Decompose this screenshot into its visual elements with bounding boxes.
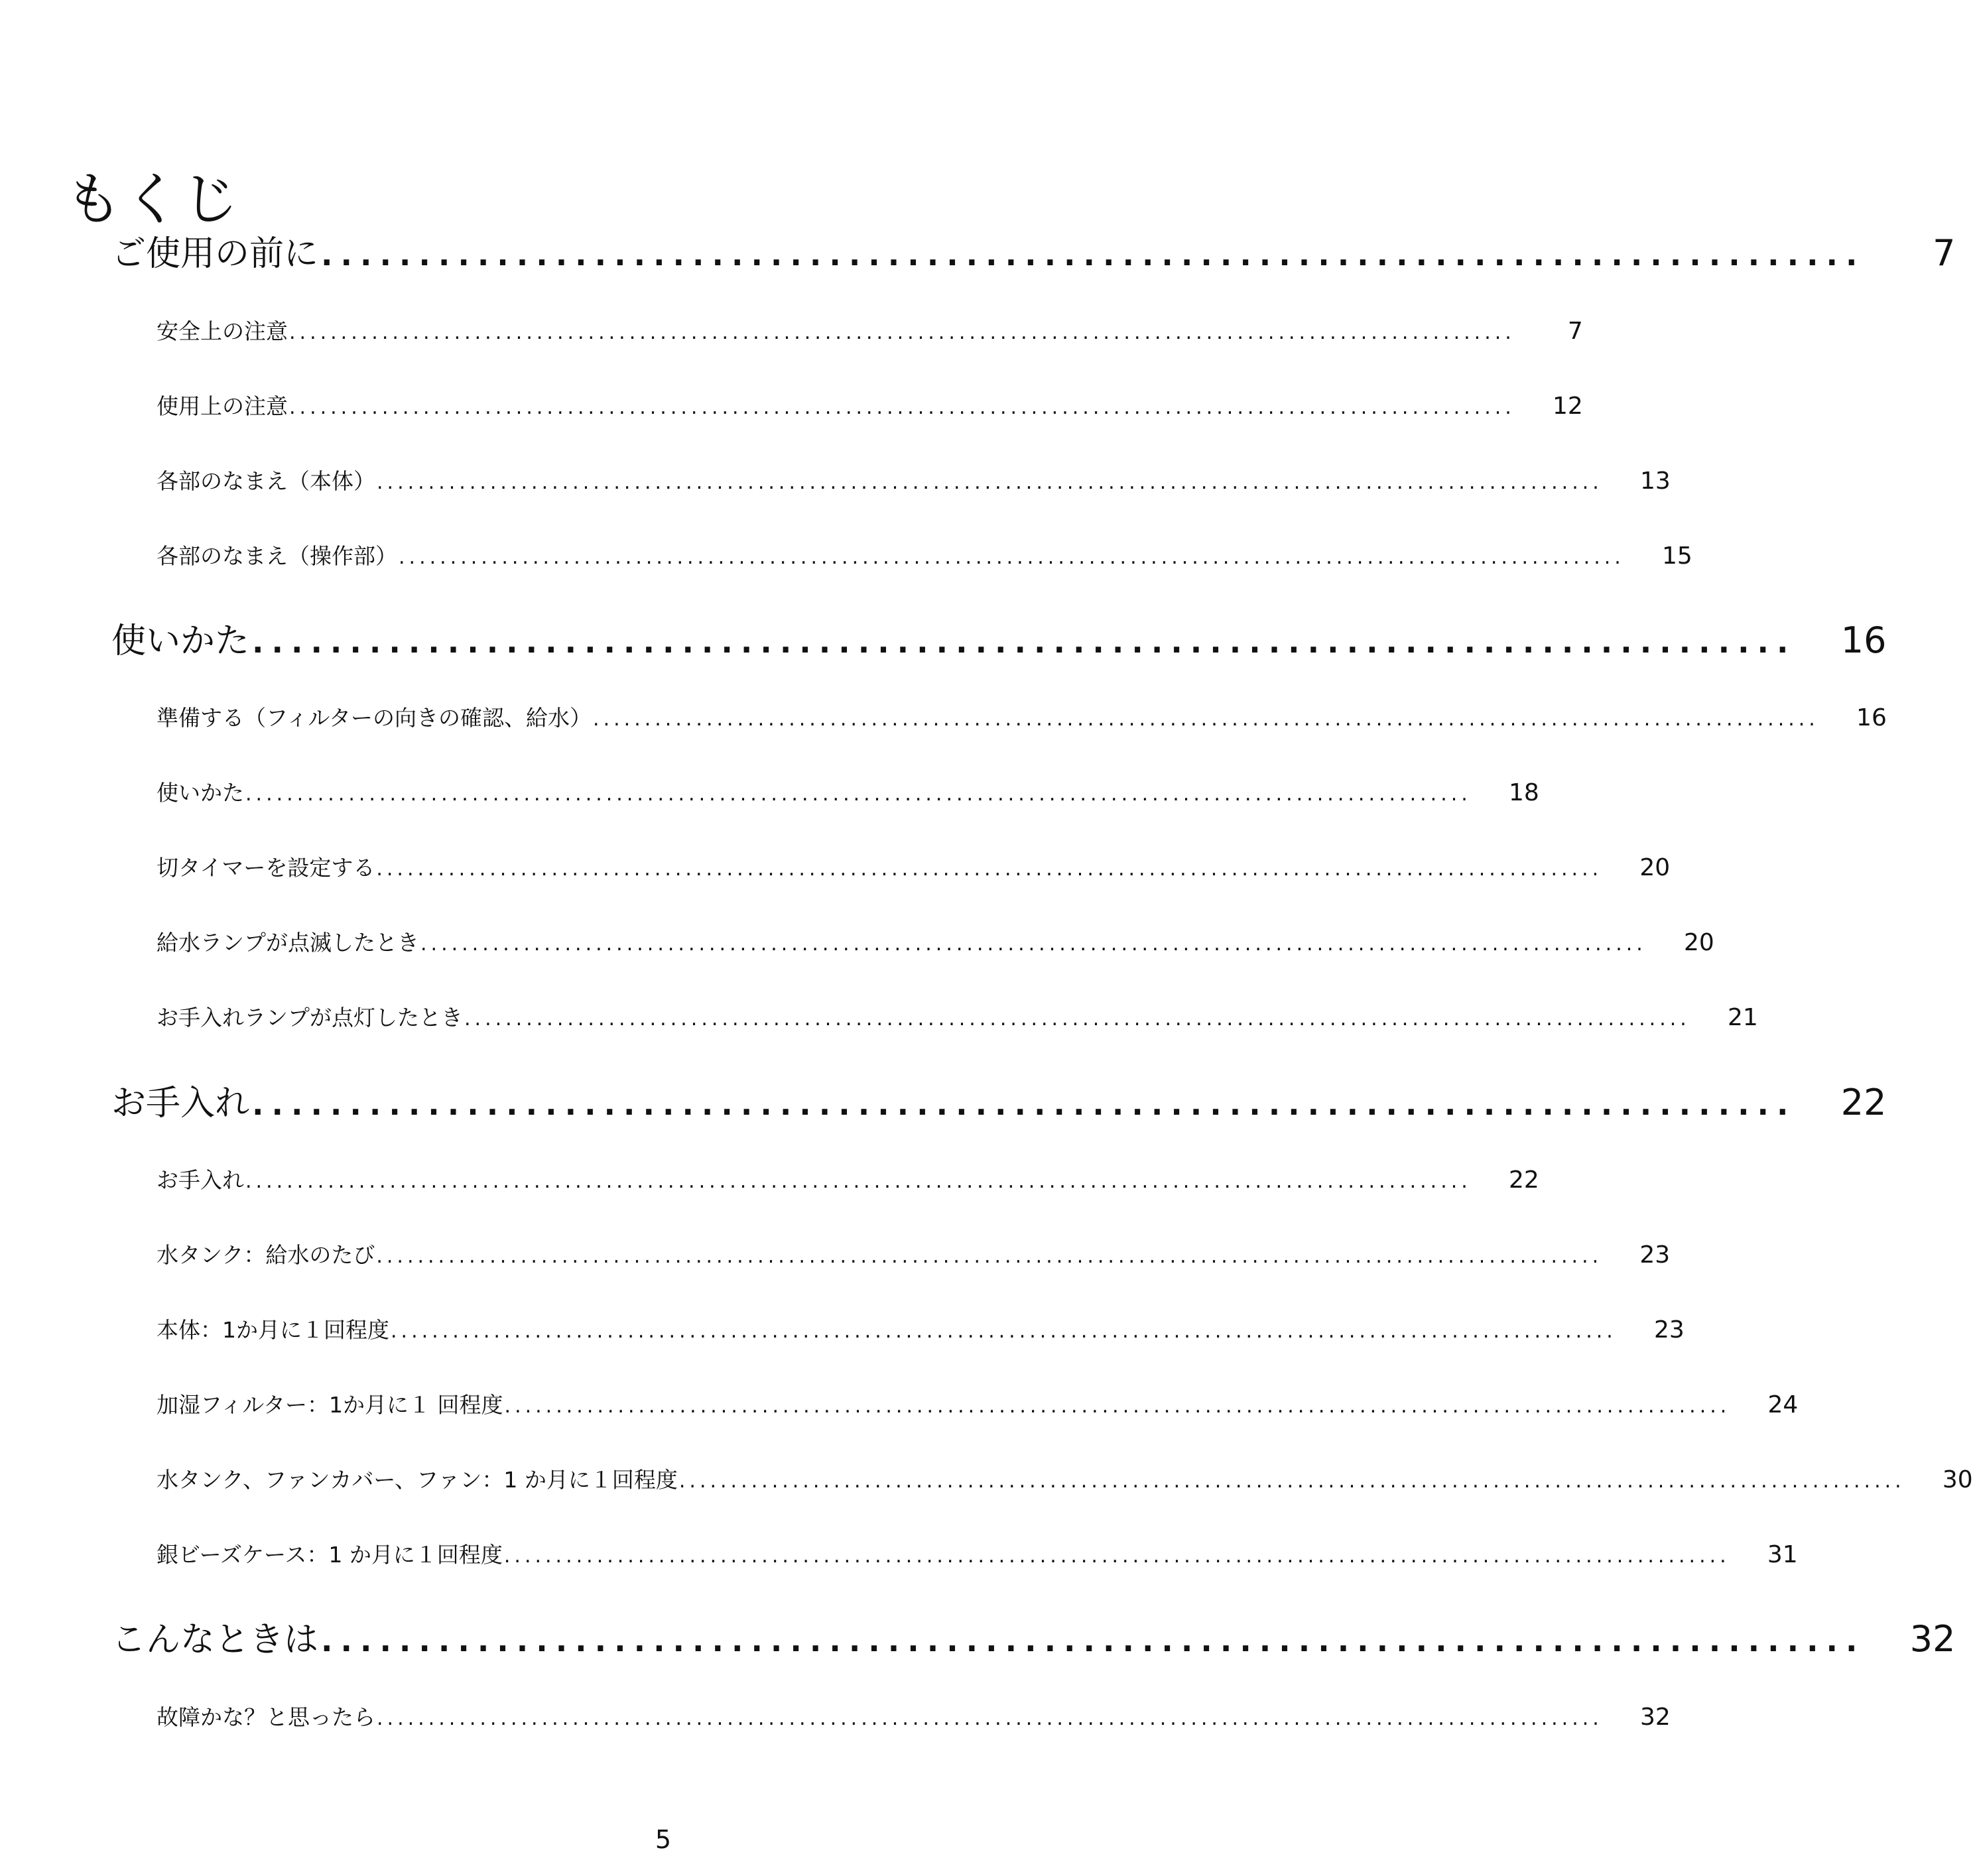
- toc-item-page: 31: [1767, 1541, 1798, 1568]
- toc-item-title: 準備する（フィルターの向きの確認、給水）: [157, 705, 592, 731]
- toc-section-maintenance[interactable]: [111, 1075, 1887, 1125]
- toc-item[interactable]: [157, 926, 1714, 957]
- toc-item-title: 各部のなまえ（操作部）: [157, 543, 397, 569]
- toc-item-page: 12: [1553, 393, 1583, 420]
- toc-section-how-to-use[interactable]: [111, 613, 1887, 662]
- toc-item-page: 18: [1509, 779, 1539, 806]
- toc-section-title: 使いかた: [111, 621, 250, 661]
- toc-item[interactable]: [157, 389, 1583, 420]
- dot-leader: .......................................................................................................................: [377, 1707, 1603, 1730]
- toc-item[interactable]: [157, 1700, 1671, 1731]
- toc-item-title: お手入れ: [157, 1167, 244, 1193]
- page-number: 5: [655, 1825, 672, 1854]
- dot-leader: .......................................................................................................................: [376, 857, 1603, 881]
- toc-section-before-use[interactable]: [111, 225, 1956, 275]
- toc-item-page: 30: [1942, 1466, 1973, 1493]
- toc-item[interactable]: [157, 1163, 1539, 1194]
- toc-item-title: 銀ビーズケース：1 か月に１回程度: [157, 1542, 503, 1568]
- dot-leader: .......................................................................................................................: [391, 1320, 1617, 1343]
- toc-item-page: 20: [1639, 854, 1671, 881]
- page-title: もくじ: [65, 166, 240, 233]
- toc-section-page: 22: [1840, 1082, 1887, 1123]
- toc-item-page: 15: [1662, 542, 1692, 570]
- dot-leader: ...............................................................................: [321, 237, 1866, 273]
- dot-leader: ...............................................................................: [252, 1086, 1797, 1122]
- toc-item[interactable]: [157, 701, 1887, 732]
- toc-item-page: 13: [1640, 468, 1671, 495]
- toc-item-page: 32: [1640, 1704, 1671, 1731]
- toc-item-page: 16: [1856, 704, 1887, 731]
- dot-leader: .......................................................................................................................: [245, 1170, 1472, 1193]
- dot-leader: .......................................................................................................................: [503, 1544, 1730, 1568]
- dot-leader: .......................................................................................................................: [377, 471, 1603, 494]
- toc-item-page: 23: [1654, 1316, 1685, 1344]
- toc-item-title: 切タイマーを設定する: [157, 855, 375, 881]
- toc-item-page: 23: [1639, 1241, 1671, 1269]
- toc-item-page: 20: [1684, 929, 1714, 956]
- toc-item-title: お手入れランプが点灯したとき: [157, 1005, 463, 1031]
- dot-leader: .......................................................................................................................: [593, 708, 1819, 731]
- dot-leader: .......................................................................................................................: [464, 1007, 1690, 1031]
- toc-item[interactable]: [157, 1238, 1671, 1269]
- toc-section-page: 32: [1909, 1618, 1956, 1660]
- dot-leader: .......................................................................................................................: [399, 546, 1625, 569]
- toc-item-page: 24: [1767, 1391, 1799, 1418]
- dot-leader: ...............................................................................: [252, 624, 1797, 660]
- toc-item[interactable]: [157, 1463, 1973, 1494]
- toc-section-title: こんなときは: [111, 1620, 319, 1660]
- toc-section-title: お手入れ: [111, 1084, 250, 1123]
- toc-section-page: 7: [1933, 232, 1956, 274]
- dot-leader: .......................................................................................................................: [504, 1395, 1731, 1418]
- toc-item-title: 故障かな？と思ったら: [157, 1704, 375, 1730]
- toc-item[interactable]: [157, 464, 1671, 495]
- toc-item-title: 水タンク：給水のたび: [157, 1242, 375, 1268]
- toc-item[interactable]: [157, 1538, 1798, 1569]
- toc-item[interactable]: [157, 1313, 1685, 1344]
- toc-item[interactable]: [157, 851, 1671, 882]
- dot-leader: .......................................................................................................................: [289, 396, 1515, 419]
- toc-item-page: 22: [1509, 1166, 1539, 1194]
- toc-section-troubleshooting[interactable]: [111, 1611, 1956, 1661]
- dot-leader: .......................................................................................................................: [678, 1470, 1905, 1493]
- toc-item-title: 使いかた: [157, 780, 244, 806]
- dot-leader: ...............................................................................: [321, 1623, 1866, 1658]
- toc-item-title: 給水ランプが点滅したとき: [157, 930, 419, 956]
- dot-leader: .......................................................................................................................: [420, 932, 1647, 956]
- dot-leader: .......................................................................................................................: [376, 1245, 1603, 1268]
- toc-item[interactable]: [157, 1388, 1799, 1419]
- dot-leader: .......................................................................................................................: [245, 782, 1472, 806]
- dot-leader: .......................................................................................................................: [289, 321, 1515, 344]
- toc-section-title: ご使用の前に: [111, 234, 319, 274]
- toc-item[interactable]: [157, 776, 1539, 807]
- toc-item[interactable]: [157, 314, 1583, 345]
- toc-item-title: 各部のなまえ（本体）: [157, 468, 375, 494]
- toc-item-title: 安全上の注意: [157, 318, 288, 344]
- toc-section-page: 16: [1840, 619, 1887, 661]
- toc-item-page: 7: [1567, 318, 1583, 345]
- toc-item-page: 21: [1728, 1004, 1758, 1031]
- toc-item[interactable]: [157, 539, 1692, 570]
- toc-item-title: 水タンク、ファンカバー、ファン：1 か月に１回程度: [157, 1467, 678, 1493]
- toc-item-title: 本体：1か月に１回程度: [157, 1317, 389, 1343]
- toc-item[interactable]: [157, 1001, 1758, 1032]
- toc-item-title: 使用上の注意: [157, 393, 288, 419]
- toc-item-title: 加湿フィルター：1か月に１ 回程度: [157, 1392, 503, 1418]
